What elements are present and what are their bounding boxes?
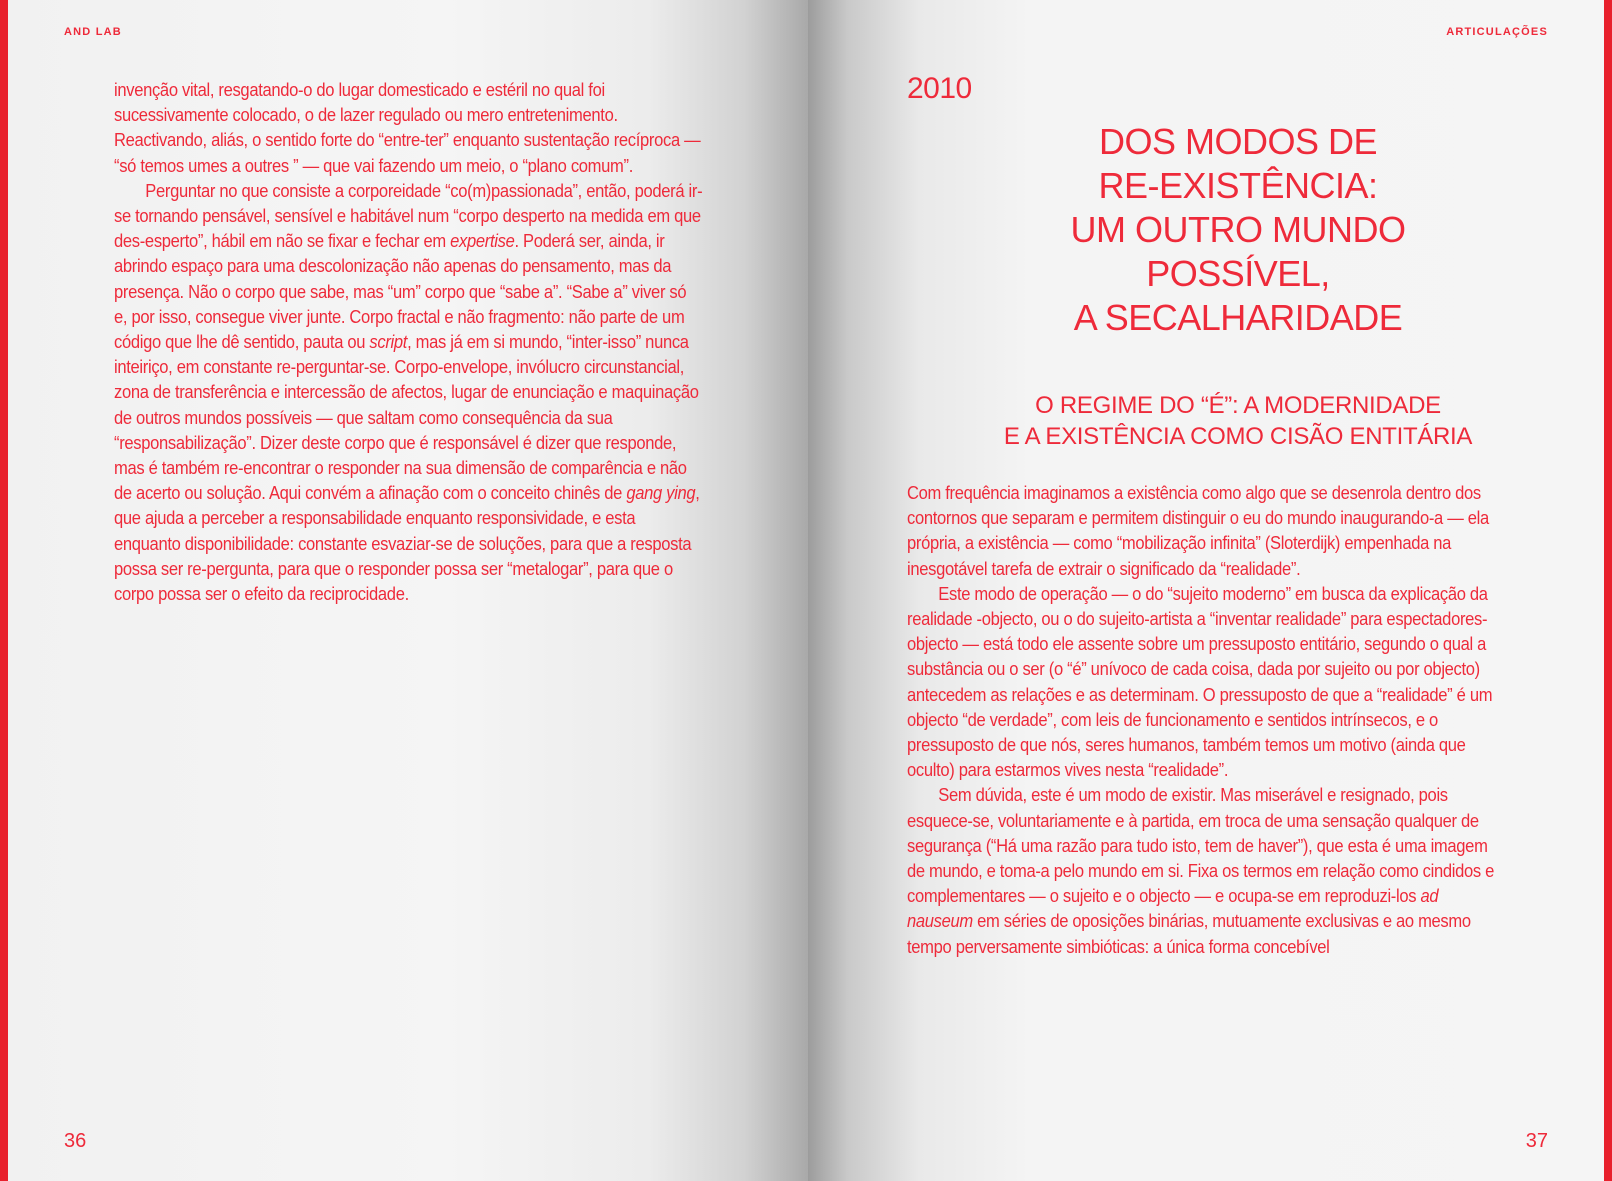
page-number-left: 36 [64,1130,87,1152]
section-subtitle-line: E A EXISTÊNCIA COMO CISÃO ENTITÁRIA [1003,423,1473,450]
text-run: Com frequência imaginamos a existência como algo que se desenrola dentro dos contornos que separam e permitem distinguir o eu do mundo inaugurando-a — ela própria, a existência — como “mobilização infinita” (Sloterdijk) empenhada na inesgotável tarefa de extrair o significado da “realidade”. [907,483,1489,579]
text-run: , que ajuda a perceber a responsabilidade enquanto responsividade, e esta enquanto disponibilidade: constante esvaziar-se de soluções, para que a resposta possa ser re-pergunta, para que o responder possa ser “metalogar”, para que o corpo possa ser o efeito da reciprocidade. [114,483,700,605]
body-paragraph [114,78,703,179]
body-paragraph [907,481,1496,582]
chapter-title-line: POSSÍVEL, [1146,253,1330,294]
text-run: invenção vital, resgatando-o do lugar domesticado e estéril no qual foi sucessivamente colocado, o de lazer regulado ou mero entretenimento. Reactivando, aliás, o sentido forte do “entre-ter” enquanto sustentação recíproca — “só temos umes a outres ” — que vai fazendo um meio, o “plano comum”. [114,80,701,176]
left-body-text [114,78,703,607]
body-paragraph [907,783,1496,959]
italic-text-run: expertise [450,231,515,252]
chapter-title [948,120,1528,340]
page-number-right: 37 [1525,1130,1548,1152]
section-subtitle-line: O REGIME DO “É”: A MODERNIDADE [1035,392,1441,419]
text-run: Perguntar no que consiste a corporeidade “co(m)passionada”, então, poderá ir-se tornando pensável, sensível e habitável num “corpo desperto na medida em que des-esperto”, hábil em não se fixar e fechar em [114,180,703,252]
italic-text-run: gang ying [626,483,696,504]
right-page [808,0,1604,1181]
body-paragraph [907,582,1496,784]
italic-text-run: script [369,332,408,353]
text-run: Sem dúvida, este é um modo de existir. Mas miserável e resignado, pois esquece-se, voluntariamente e à partida, em troca de uma sensação qualquer de segurança (“Há uma razão para tudo isto, tem de haver”), que esta é uma imagem de mundo, e toma-a pelo mundo em si. Fixa os termos em relação como cindidos e complementares — o sujeito e o objecto — e ocupa-se em reproduzi-los [907,785,1494,907]
body-paragraph [114,179,703,607]
text-run: . Poderá ser, ainda, ir abrindo espaço para uma descolonização não apenas do pensamento, mas da presença. Não o corpo que sabe, mas “um” corpo que “sabe a”. “Sabe a” viver só e, por isso, consegue viver junte. Corpo fractal e não fragmento: não parte de um código que lhe dê sentido, pauta ou [114,231,687,353]
chapter-title-line: A SECALHARIDADE [1073,297,1403,338]
running-head-left: AND LAB [64,26,122,38]
chapter-title-line: DOS MODOS DE [1098,121,1378,162]
running-head-right: ARTICULAÇÕES [1446,26,1548,38]
text-run: , mas já em si mundo, “inter-isso” nunca inteiriço, em constante re-perguntar-se. Corpo-envelope, invólucro circunstancial, zona de transferência e intercessão de afectos, lugar de enunciação e maquinação de outros mundos possíveis — que saltam como consequência da sua “responsabilização”. Dizer deste corpo que é responsável é dizer que responde, mas é também re-encontrar o responder na sua dimensão de comparência e não de acerto ou solução. Aqui convém a afinação com o conceito chinês de [114,332,699,504]
text-run: Este modo de operação — o do “sujeito moderno” em busca da explicação da realidade -objecto, ou o do sujeito-artista a “inventar realidade” para espectadores-objecto — está todo ele assente sobre um pressuposto entitário, segundo o qual a substância ou o ser (o “é” unívoco de cada coisa, dada por sujeito ou por objecto) antecedem as relações e as determinam. O pressuposto de que a “realidade” é um objecto “de verdade”, com leis de funcionamento e sentidos intrínsecos, e o pressuposto de que nós, seres humanos, também temos um motivo (ainda que oculto) para estarmos vives nesta “realidade”. [907,583,1493,781]
section-subtitle [928,390,1548,452]
chapter-title-line: UM OUTRO MUNDO [1070,209,1406,250]
text-run: em séries de oposições binárias, mutuamente exclusivas e ao mesmo tempo perversamente simbióticas: a única forma concebível [907,911,1471,957]
left-page [8,0,808,1181]
section-year: 2010 [907,72,972,105]
right-body-text [907,481,1496,960]
italic-text-run: ad nauseum [907,886,1439,932]
chapter-title-line: RE-EXISTÊNCIA: [1098,165,1378,206]
